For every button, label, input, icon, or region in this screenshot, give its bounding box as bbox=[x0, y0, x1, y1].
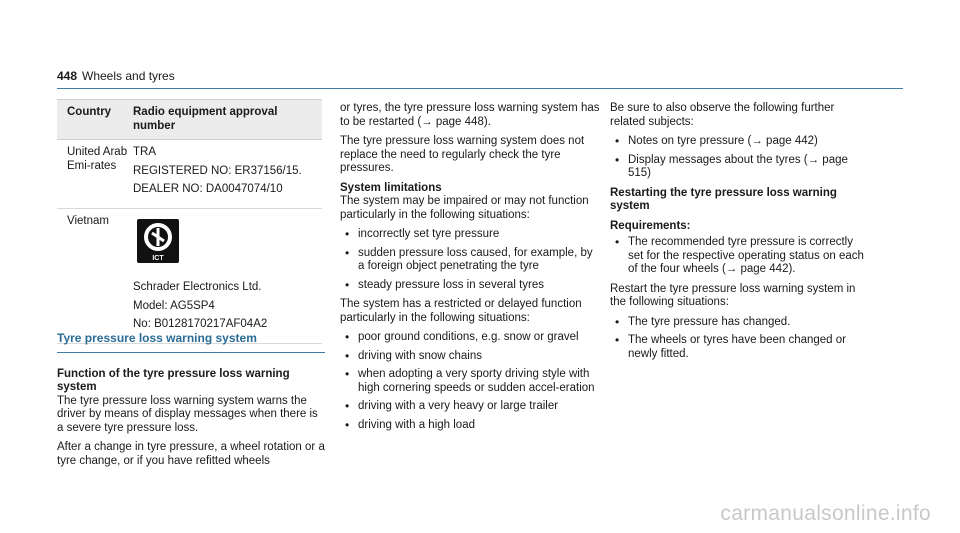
bullet-list bbox=[340, 228, 600, 292]
country-cell: United Arab Emi-rates bbox=[67, 146, 128, 172]
approval-line: REGISTERED NO: ER37156/15. bbox=[133, 164, 302, 177]
bullet-list bbox=[610, 316, 870, 362]
paragraph: The system may be impaired or may not function particularly in the following situations: bbox=[340, 195, 589, 221]
bullet-list bbox=[340, 331, 600, 432]
paragraph: Be sure to also observe the following further related subjects: bbox=[610, 102, 835, 128]
subheading: Function of the tyre pressure loss warning system bbox=[57, 367, 290, 393]
approval-line: No: B0128170217AF04A2 bbox=[133, 318, 268, 330]
country-cell: Vietnam bbox=[67, 214, 109, 227]
col-header-approval: Radio equipment approval number bbox=[133, 106, 278, 132]
watermark: carmanualsonline.info bbox=[720, 502, 931, 525]
page-number: 448 bbox=[57, 69, 78, 83]
table-row bbox=[57, 140, 322, 209]
column-4 bbox=[610, 102, 870, 367]
paragraph: The tyre pressure loss warning system warns the driver by means of display messages when there is a severe tyre pressure loss. bbox=[57, 394, 318, 434]
approval-line: Schrader Electronics Ltd. bbox=[133, 281, 262, 293]
column-3 bbox=[340, 102, 600, 438]
list-item: • Display messages about the tyres (→ page 515) bbox=[610, 154, 870, 181]
paragraph: After a change in tyre pressure, a wheel rotation or a tyre change, or if you have refitted wheels bbox=[57, 441, 325, 467]
col-header-country: Country bbox=[67, 106, 112, 118]
table-header bbox=[57, 100, 322, 140]
requirements-list bbox=[610, 236, 870, 277]
list-item: • driving with snow chains bbox=[340, 350, 600, 364]
table-row bbox=[57, 209, 322, 344]
list-item: • poor ground conditions, e.g. snow or gravel bbox=[340, 331, 600, 345]
subheading: Restarting the tyre pressure loss warning system bbox=[610, 186, 837, 212]
page-header bbox=[57, 66, 903, 89]
approval-table bbox=[57, 99, 322, 344]
list-item: • The recommended tyre pressure is correctly set for the respective operating status on each of the four wheels (→ page 442). bbox=[610, 236, 870, 277]
list-item: • steady pressure loss in several tyres bbox=[340, 279, 600, 293]
approval-line: Model: AG5SP4 bbox=[133, 299, 215, 312]
paragraph: The tyre pressure loss warning system does not replace the need to regularly check the tyre pressures. bbox=[340, 135, 585, 174]
column-2 bbox=[57, 332, 325, 474]
bullet-list bbox=[610, 135, 870, 181]
approval-line: TRA bbox=[133, 146, 156, 158]
list-item: • sudden pressure loss caused, for example, by a foreign object penetrating the tyre bbox=[340, 247, 600, 274]
list-item: • driving with a very heavy or large trailer bbox=[340, 400, 600, 414]
list-item: • when adopting a very sporty driving style with high cornering speeds or sudden accel-eration bbox=[340, 368, 600, 395]
paragraph: Restart the tyre pressure loss warning system in the following situations: bbox=[610, 282, 856, 308]
page-title: Wheels and tyres bbox=[82, 69, 175, 83]
paragraph: The system has a restricted or delayed function particularly in the following situations: bbox=[340, 298, 582, 324]
requirements-label: Requirements: bbox=[610, 219, 691, 232]
ict-logo-icon bbox=[136, 218, 180, 264]
paragraph: or tyres, the tyre pressure loss warning system has to be restarted (→ page 448). bbox=[340, 102, 600, 128]
list-item: • The wheels or tyres have been changed or newly fitted. bbox=[610, 334, 870, 361]
ict-logo-label: ICT bbox=[152, 254, 164, 262]
list-item: • driving with a high load bbox=[340, 419, 600, 433]
list-item: • The tyre pressure has changed. bbox=[610, 316, 870, 330]
list-item: • incorrectly set tyre pressure bbox=[340, 228, 600, 242]
section-title: Tyre pressure loss warning system bbox=[57, 332, 325, 353]
approval-line: DEALER NO: DA0047074/10 bbox=[133, 183, 283, 195]
subheading: System limitations bbox=[340, 181, 442, 194]
list-item: • Notes on tyre pressure (→ page 442) bbox=[610, 135, 870, 149]
